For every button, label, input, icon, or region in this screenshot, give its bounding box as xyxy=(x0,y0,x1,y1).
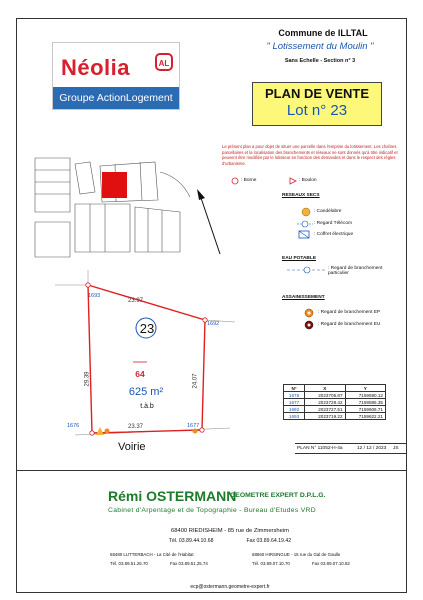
disclaimer-note: Le présent plan a pour objet de situer une parcelle dans l'emprise du lotissement. Les chaînes parcellaires et la localisation des branchements et réseaux ne sont donnés qu'à titre indicatif et peuvent être modifiés par le lotisseur en fonction des demandes et dans le respect des règles d'urbanisme. xyxy=(222,144,398,166)
logo-subtitle: Groupe ActionLogement xyxy=(53,87,179,109)
plan-number: PLAN N° 11052-H-4a xyxy=(297,446,343,451)
cell-n: 1693 xyxy=(284,413,305,420)
cell-y: 7159585.35 xyxy=(345,399,385,406)
geometre-fax: Fax 03.89.64.19.42 xyxy=(246,538,292,544)
lotissement-title: " Lotissement du Moulin " xyxy=(266,41,374,52)
borne-icon xyxy=(230,176,240,186)
col-n: N° xyxy=(284,385,305,392)
map-lines xyxy=(35,170,70,194)
plan-initials: JS xyxy=(393,446,399,451)
cadastre-number: 64 xyxy=(135,369,145,379)
table-row xyxy=(284,413,386,420)
legend-borne: : Borne xyxy=(241,178,257,183)
legend-eu: : Regard de branchement EU xyxy=(318,322,381,327)
lot-highlight xyxy=(102,172,127,198)
lot-badge-number: 23 xyxy=(139,321,155,336)
table-row xyxy=(284,392,386,399)
cell-n: 1677 xyxy=(284,399,305,406)
office-lutterbach-fax: Fax 03.89.51.25.74 xyxy=(170,561,208,566)
map-block xyxy=(75,162,95,194)
cell-x: 2023727.51 xyxy=(305,406,345,413)
candelabre-icon xyxy=(96,427,104,435)
cell-x: 2023719.22 xyxy=(305,413,345,420)
table-header-row xyxy=(284,385,386,392)
telecom-icon xyxy=(297,219,313,229)
map-lines xyxy=(148,208,162,252)
ep-icon xyxy=(105,429,110,434)
commune-title: Commune de ILLTAL xyxy=(278,28,368,38)
cell-x: 2023705.87 xyxy=(305,392,345,399)
cell-y: 7159622.21 xyxy=(345,413,385,420)
neolia-logo xyxy=(52,42,180,110)
legend-candelabre: : Candélabre xyxy=(314,209,342,214)
parcel-plan xyxy=(55,270,245,445)
ep-icon xyxy=(303,307,315,319)
borne-icon xyxy=(86,283,90,287)
point-1677: 1677 xyxy=(187,423,200,429)
north-arrow-icon xyxy=(195,188,225,258)
dim-top: 23.97 xyxy=(128,298,144,304)
col-x: X xyxy=(305,385,345,392)
office-hirsingue: 68560 HIRSINGUE - 15 rue du Gal de Gaulle xyxy=(252,552,341,557)
map-block xyxy=(135,207,180,252)
office-hirsingue-tel: Tél. 03.89.07.10.70 xyxy=(252,561,290,566)
ep-icon xyxy=(193,429,198,434)
dim-right: 24.07 xyxy=(192,373,199,389)
map-block xyxy=(35,222,70,257)
legend-eau-branchement: : Regard de branchement particulier xyxy=(328,266,383,276)
plan-date: 12 / 12 / 2023 xyxy=(357,446,387,451)
road-label: Voirie xyxy=(118,441,146,453)
coffret-icon xyxy=(297,230,313,240)
legend-boulon: : Boulon xyxy=(299,178,317,183)
office-lutterbach-tel: Tél. 03.89.51.26.70 xyxy=(110,561,148,566)
office-lutterbach: 68480 LUTTERBACH - La Cité de l'Habitat xyxy=(110,552,194,557)
plan-reference xyxy=(295,443,407,454)
cell-n: 1676 xyxy=(284,392,305,399)
point-1676: 1676 xyxy=(67,423,80,429)
geometre-subtitle: Cabinet d'Arpentage et de Topographie - Bureau d'Etudes VRD xyxy=(108,507,316,514)
map-road xyxy=(160,172,190,197)
legend-reseaux-secs: RESEAUX SECS xyxy=(282,193,320,198)
cell-x: 2023728.42 xyxy=(305,399,345,406)
parcel-outline xyxy=(88,285,205,433)
logo-word: Néolia xyxy=(61,55,131,80)
cell-y: 7159606.71 xyxy=(345,406,385,413)
borne-icon xyxy=(200,428,204,432)
parcel-area: 625 m² xyxy=(128,386,164,398)
table-row xyxy=(284,399,386,406)
geometre-title: GEOMETRE EXPERT D.P.L.G. xyxy=(230,492,326,499)
candelabre-icon xyxy=(300,206,312,218)
geometre-tel: Tél. 03.89.44.10.68 xyxy=(168,538,214,544)
map-block xyxy=(35,158,70,212)
scale-section: Sans Echelle - Section n° 3 xyxy=(284,58,356,64)
legend-telecom: : Regard Télécom xyxy=(314,221,353,226)
legend-assainissement: ASSAINISSEMENT xyxy=(282,295,325,300)
legend-ep: : Regard de branchement EP xyxy=(318,310,381,315)
eau-branchement-icon xyxy=(287,265,327,275)
cell-y: 7159590.12 xyxy=(345,392,385,399)
dim-left: 29.39 xyxy=(84,371,91,387)
parcel-status: t.à.b xyxy=(140,403,154,410)
borne-icon xyxy=(90,431,94,435)
boulon-icon xyxy=(288,176,298,186)
logo-badge: AL xyxy=(155,53,173,71)
cell-n: 1692 xyxy=(284,406,305,413)
map-lines xyxy=(90,204,105,252)
col-y: Y xyxy=(345,385,385,392)
point-1692: 1692 xyxy=(207,321,220,327)
legend-coffret: : Coffret électrique xyxy=(314,232,354,237)
legend-eau-potable: EAU POTABLE xyxy=(282,256,317,261)
lot-number: Lot n° 23 xyxy=(286,102,348,119)
map-block xyxy=(75,204,130,252)
table-row xyxy=(284,406,386,413)
coordinates-table xyxy=(283,384,386,420)
geometre-phones xyxy=(120,538,340,544)
office-hirsingue-fax: Fax 03.89.07.10.82 xyxy=(312,561,350,566)
eu-icon xyxy=(303,319,315,331)
geometre-address: 68400 RIEDISHEIM - 85 rue de Zimmersheim xyxy=(171,528,289,534)
sale-box xyxy=(252,82,382,126)
point-1693: 1693 xyxy=(88,293,101,299)
sale-title: PLAN DE VENTE xyxy=(264,86,369,101)
dim-bottom: 23.37 xyxy=(128,424,144,430)
geometre-name: Rémi OSTERMANN xyxy=(108,488,237,504)
footer-divider xyxy=(16,470,407,471)
geometre-email: ecp@ostermann.geometre-expert.fr xyxy=(190,584,270,590)
